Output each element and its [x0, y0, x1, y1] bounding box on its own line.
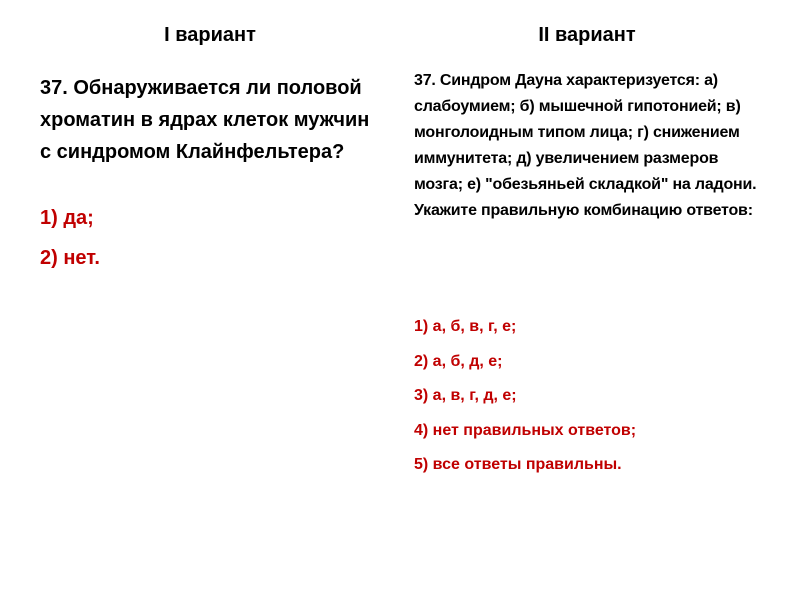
variant-2-answer: 4) нет правильных ответов; [414, 421, 637, 439]
variant-1-answer: 2) нет. [40, 247, 100, 269]
variant-2-answer: 1) а, б, в, г, е; [414, 318, 517, 335]
variant-1-answer-list [40, 204, 380, 284]
variant-2-answer: 5) все ответы правильны. [414, 456, 622, 473]
variant-2-answer: 2) а, б, д, е; [414, 352, 503, 370]
variant-2-answer-list [414, 316, 760, 489]
variant-1-heading: I вариант [164, 24, 256, 46]
variant-2-answer: 3) а, в, г, д, е; [414, 387, 517, 404]
variant-2-heading: II вариант [538, 24, 636, 46]
variant-1-question: 37. Обнаруживается ли половой хроматин в ядрах клеток мужчин с синдромом Клайнфельтера? [40, 77, 370, 163]
variant-1-answer: 1) да; [40, 207, 94, 229]
variant-2-question: 37. Синдром Дауна характеризуется: а) слабоумием; б) мышечной гипотонией; в) монголоидным типом лица; г) снижением иммунитета; д) увеличением размеров мозга; е) "обезьяньей складкой" на ладони. Укажите правильную комбинацию ответов: [414, 72, 757, 219]
